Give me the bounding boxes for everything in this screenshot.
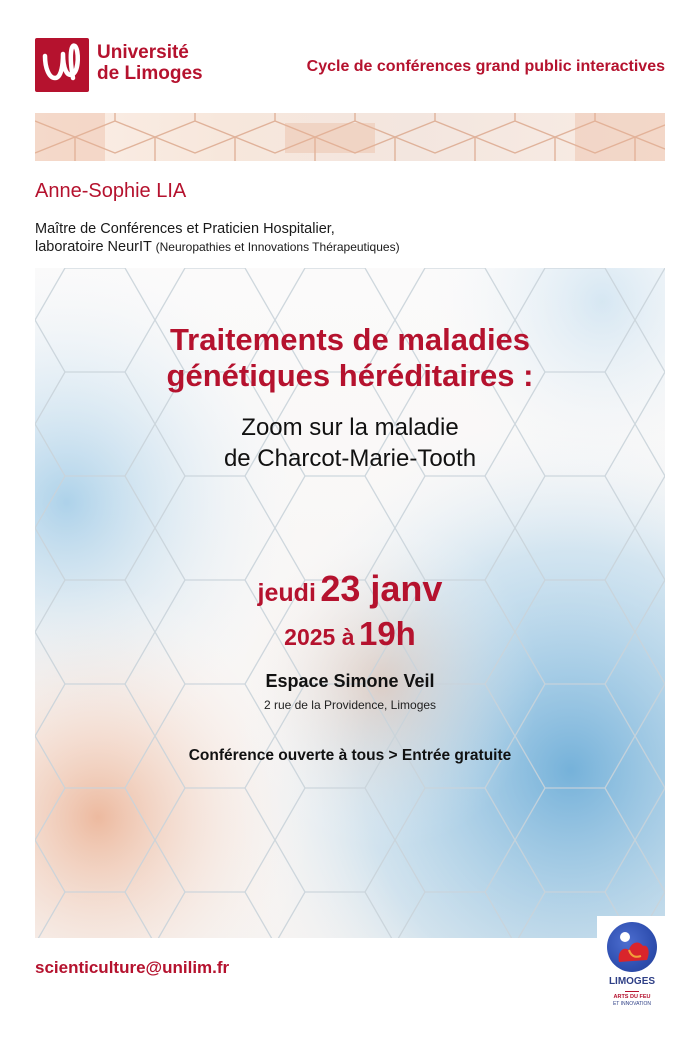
event-day-month: 23 janv [320, 568, 443, 609]
speaker-name: Anne-Sophie LIA [35, 180, 187, 202]
event-time [0, 615, 700, 653]
university-logo [35, 38, 205, 92]
city-of-limoges-logo [597, 916, 667, 1016]
talk-subtitle [0, 412, 700, 474]
limoges-tagline-2: ET INNOVATION [612, 1001, 652, 1007]
university-logo-line1: Université [97, 42, 189, 63]
talk-title-line1: Traitements de maladies [169, 322, 531, 357]
event-access-note: Conférence ouverte à tous > Entrée gratuite [188, 747, 512, 764]
talk-subtitle-line2: de Charcot-Marie-Tooth [223, 445, 477, 472]
university-logo-text [97, 42, 203, 84]
decorative-banner [35, 113, 665, 161]
event-venue: Espace Simone Veil [265, 671, 435, 691]
limoges-divider [625, 991, 639, 992]
contact-email[interactable]: scienticulture@unilim.fr [35, 958, 230, 977]
speaker-lab-detail: (Neuropathies et Innovations Thérapeutiques) [155, 240, 400, 254]
speaker-lab [35, 239, 400, 255]
event-hour: 19h [358, 615, 416, 652]
university-logo-line2: de Limoges [97, 63, 203, 84]
event-year: 2025 à [284, 624, 355, 650]
event-weekday: jeudi [257, 579, 316, 607]
university-logo-mark [35, 38, 89, 92]
speaker-lab-name: laboratoire NeurIT [35, 239, 152, 255]
limoges-emblem-icon [607, 922, 657, 972]
event-address: 2 rue de la Providence, Limoges [263, 698, 437, 712]
event-date [0, 568, 700, 610]
speaker-role: Maître de Conférences et Praticien Hospitalier, [35, 221, 335, 237]
conference-cycle-title: Cycle de conférences grand public interactives [306, 58, 665, 75]
limoges-wordmark: LIMOGES [608, 976, 656, 987]
talk-subtitle-line1: Zoom sur la maladie [241, 414, 459, 441]
limoges-tagline-1: ARTS DU FEU [613, 994, 651, 1000]
talk-title-line2: génétiques héréditaires : [166, 358, 534, 393]
talk-title [0, 322, 700, 394]
